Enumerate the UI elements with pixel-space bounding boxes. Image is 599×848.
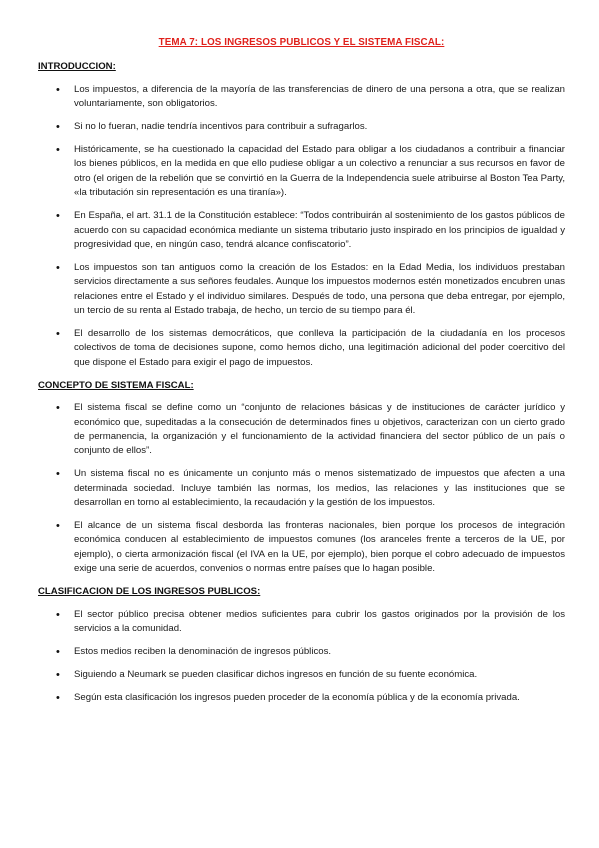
bullet-list: [38, 83, 565, 370]
section-heading: CONCEPTO DE SISTEMA FISCAL:: [38, 379, 194, 391]
bullet-item: • Si no lo fueran, nadie tendría incentivos para contribuir a sufragarlos.: [38, 120, 565, 134]
document-title: TEMA 7: LOS INGRESOS PUBLICOS Y EL SISTEMA FISCAL:: [158, 37, 445, 48]
bullet-item: • El alcance de un sistema fiscal desborda las fronteras nacionales, bien porque los procesos de integración económica conducen al establecimiento de impuestos comunes (los aranceles frente a terceros de la UE, por ejemplo), o cierta armonización fiscal (el IVA en la UE, por ejemplo), bien porque el cobro adecuado de impuestos exige una serie de acuerdos, convenios o normas entre países que lo hagan posible.: [38, 519, 565, 577]
bullet-list: [38, 401, 565, 576]
bullet-item: • El sector público precisa obtener medios suficientes para cubrir los gastos originados por la provisión de los servicios a la comunidad.: [38, 608, 565, 637]
section-introduccion: [38, 60, 565, 370]
bullet-item: • Los impuestos son tan antiguos como la creación de los Estados: en la Edad Media, los individuos prestaban servicios directamente a sus señores feudales. Aunque los impuestos modernos estén monetizados encubren unas relaciones entre el Estado y el individuo similares. Después de todo, una persona que deba entregar, por ejemplo, un tercio de su renta al Estado trabaja, de hecho, un tercio de su tiempo para él.: [38, 261, 565, 319]
section-concepto-sistema-fiscal: [38, 379, 565, 577]
bullet-item: • Según esta clasificación los ingresos pueden proceder de la economía pública y de la economía privada.: [38, 691, 565, 705]
bullet-item: • El sistema fiscal se define como un “conjunto de relaciones básicas y de instituciones de carácter jurídico y económico que, supeditadas a la consecución de determinados fines u objetivos, caracterizan con un cierto grado de permanencia, la organización y el funcionamiento de la actividad financiera del sector público de un país o conjunto de ellos”.: [38, 401, 565, 459]
bullet-item: • Los impuestos, a diferencia de la mayoría de las transferencias de dinero de una persona a otra, que se realizan voluntariamente, son obligatorios.: [38, 83, 565, 112]
bullet-item: • El desarrollo de los sistemas democráticos, que conlleva la participación de la ciudadanía en los procesos colectivos de toma de decisiones supone, como hemos dicho, una legitimación adicional del poder coercitivo del que dispone el Estado para exigir el pago de impuestos.: [38, 327, 565, 370]
section-clasificacion-ingresos: [38, 585, 565, 705]
bullet-item: • En España, el art. 31.1 de la Constitución establece: “Todos contribuirán al sostenimiento de los gastos públicos de acuerdo con su capacidad económica mediante un sistema tributario justo inspirado en los principios de igualdad y progresividad que, en ningún caso, tendrá alcance confiscatorio”.: [38, 209, 565, 252]
bullet-item: • Siguiendo a Neumark se pueden clasificar dichos ingresos en función de su fuente económica.: [38, 668, 565, 682]
section-heading: CLASIFICACION DE LOS INGRESOS PUBLICOS:: [38, 586, 261, 598]
bullet-item: • Históricamente, se ha cuestionado la capacidad del Estado para obligar a los ciudadanos a contribuir a financiar los bienes públicos, en la medida en que ello pudiese obligar a un colectivo a renunciar a sus recursos en favor de otro (el origen de la rebelión que se convirtió en la Guerra de la Independencia suele atribuirse al Boston Tea Party, «la tributación sin representación es una tiranía»).: [38, 143, 565, 201]
section-heading: INTRODUCCION:: [38, 61, 116, 73]
bullet-item: • Un sistema fiscal no es únicamente un conjunto más o menos sistematizado de impuestos que afecten a una determinada sociedad. Incluye también las normas, los medios, las relaciones y las instituciones que se desarrollan en torno al establecimiento, la recaudación y la gestión de los impuestos.: [38, 467, 565, 510]
bullet-list: [38, 608, 565, 706]
bullet-item: • Estos medios reciben la denominación de ingresos públicos.: [38, 645, 565, 659]
